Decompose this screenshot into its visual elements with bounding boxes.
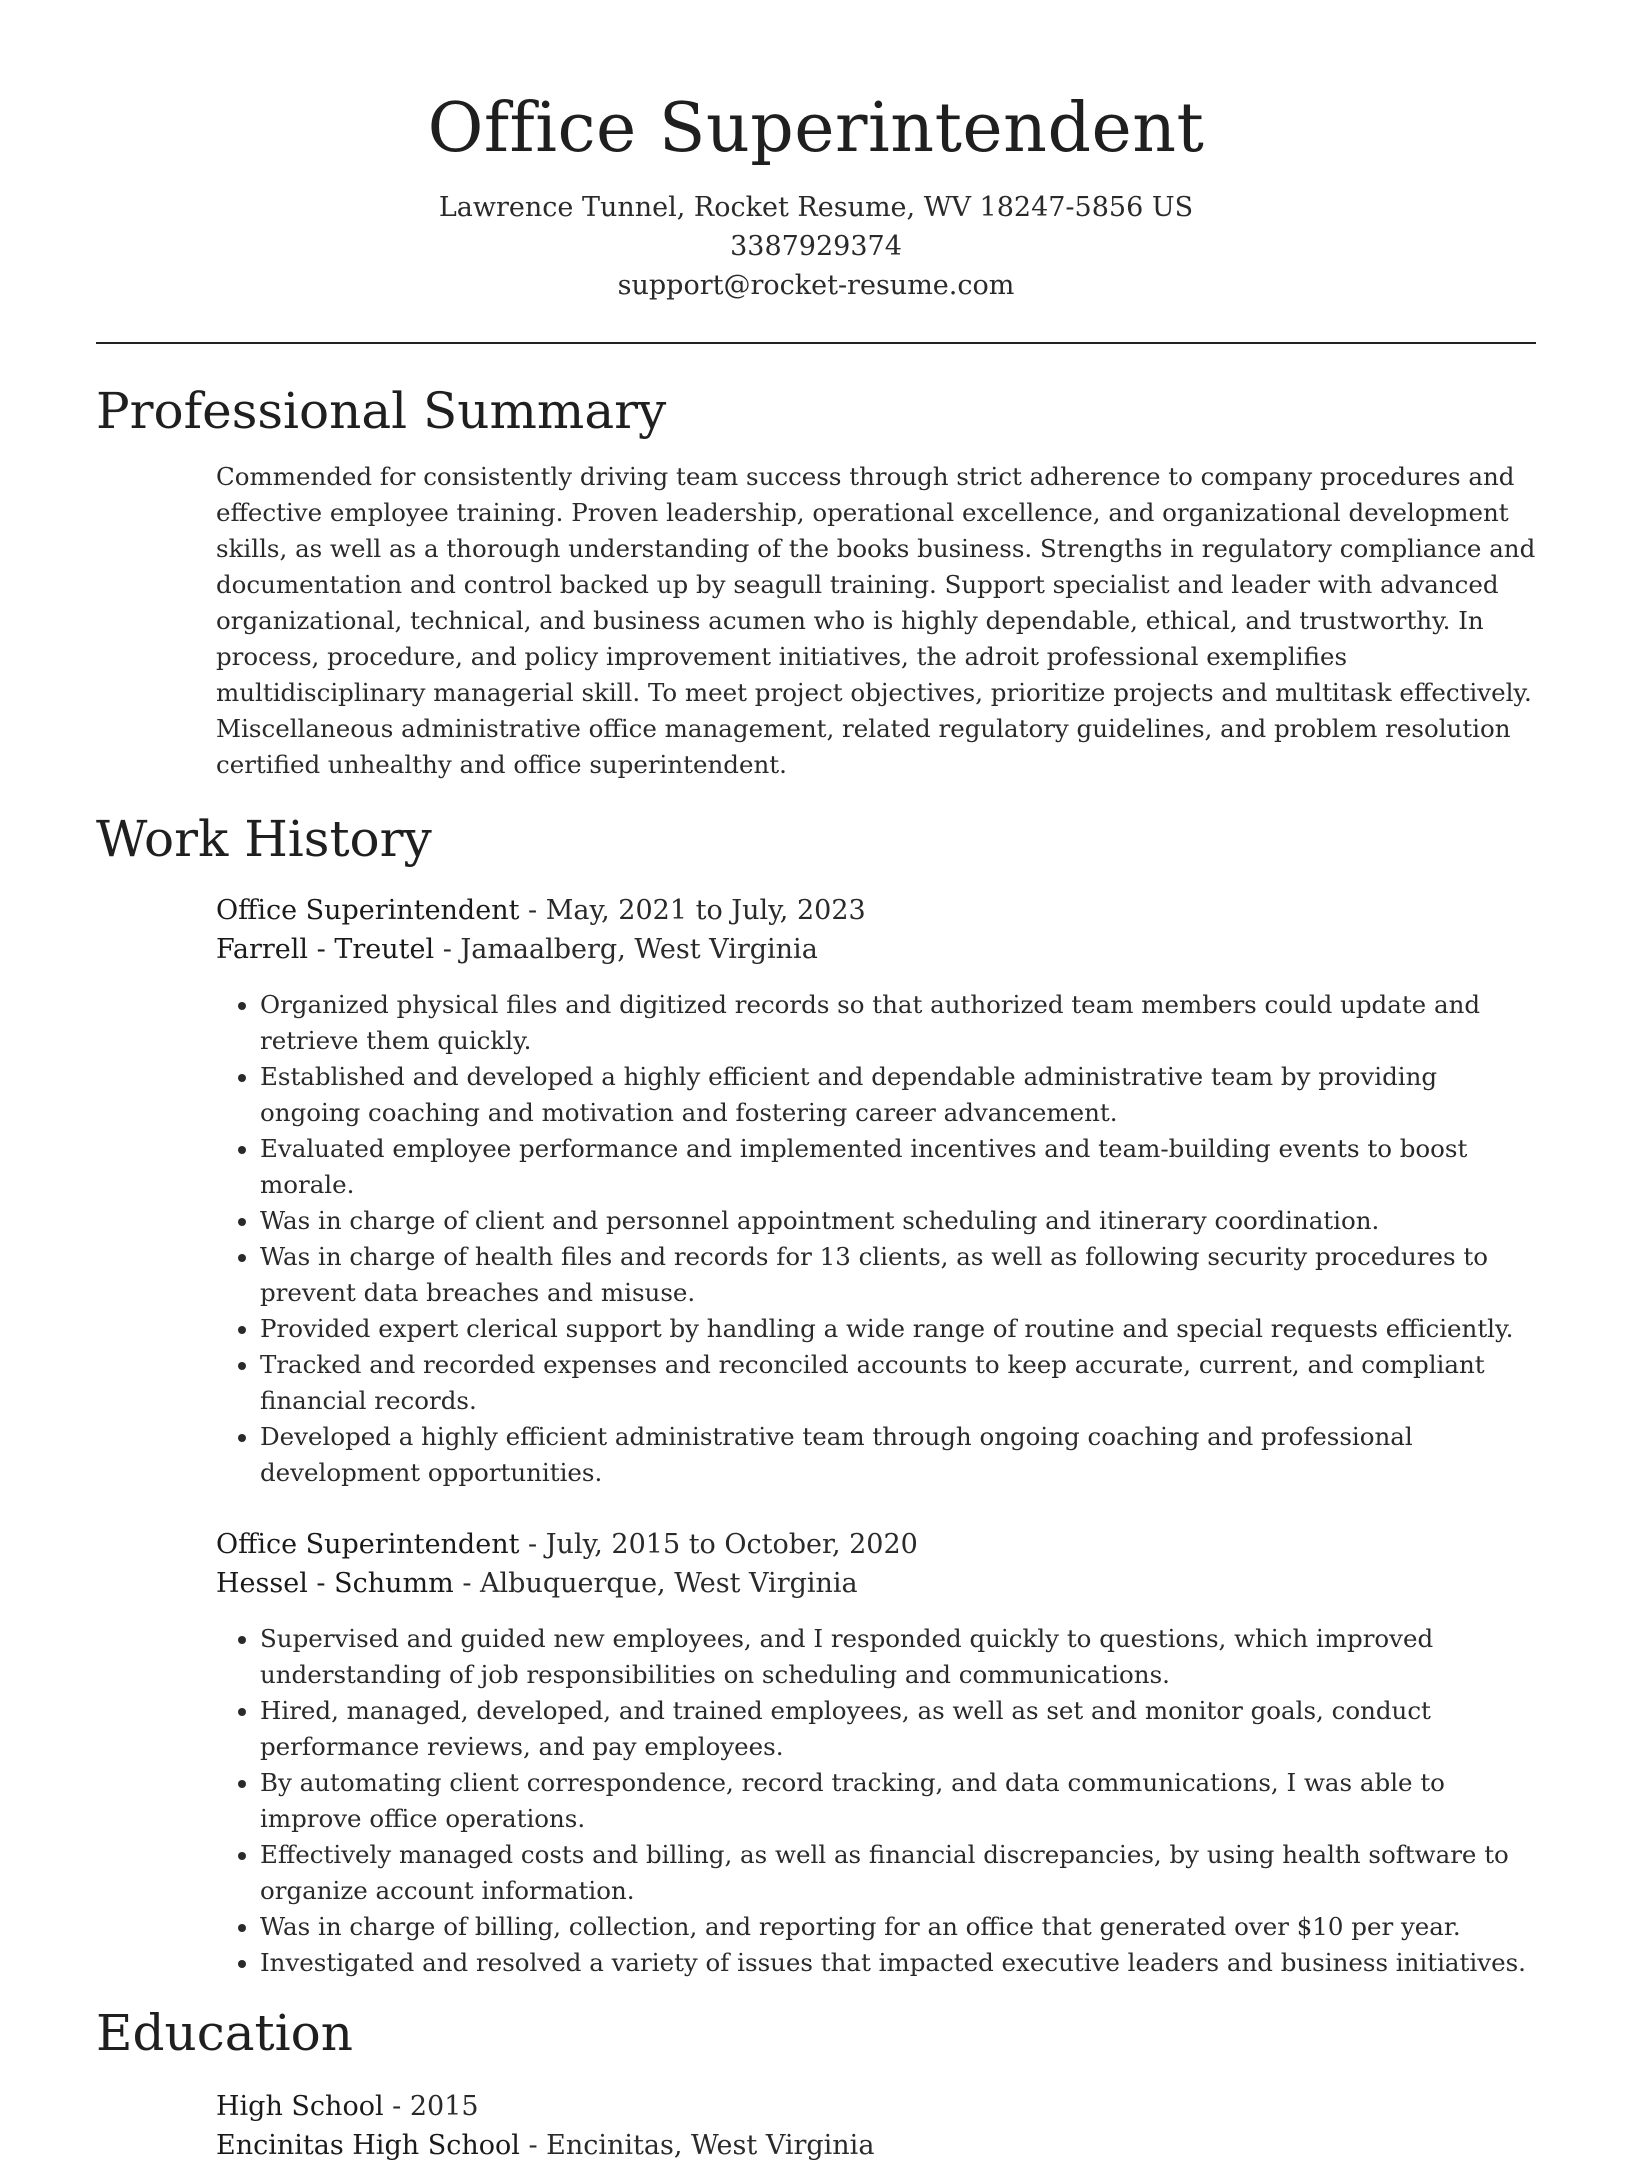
list-item: • Was in charge of health files and records for 13 clients, as well as following security procedures to prevent data breaches and misuse. [260,1239,1536,1311]
job-entry [216,1525,1536,1981]
education-degree-line [216,2087,1536,2126]
phone: 3387929374 [730,231,902,262]
professional-summary-section [96,379,1536,783]
job-company: Hessel - Schumm [216,1568,454,1599]
work-history-section [96,807,1536,1981]
education-entry [216,2087,1536,2165]
list-item: • By automating client correspondence, record tracking, and data communications, I was able to improve office operations. [260,1765,1536,1837]
education-degree: High School [216,2091,384,2122]
section-title-education: Education [96,2004,353,2062]
education-school-line [216,2126,1536,2165]
contact-info [96,188,1536,305]
list-item: • Effectively managed costs and billing, as well as financial discrepancies, by using health software to organize account information. [260,1837,1536,1909]
list-item: • Established and developed a highly efficient and dependable administrative team by providing ongoing coaching and motivation and fostering career advancement. [260,1059,1536,1131]
job-location: - Albuquerque, West Virginia [453,1568,858,1599]
list-item: • Evaluated employee performance and implemented incentives and team-building events to boost morale. [260,1131,1536,1203]
header-divider [96,342,1536,344]
job-position: Office Superintendent [216,895,520,926]
address: Lawrence Tunnel, Rocket Resume, WV 18247-5856 US [438,192,1194,223]
job-bullets [216,1621,1536,1981]
education-school: Encinitas High School [216,2130,520,2161]
list-item: • Was in charge of client and personnel appointment scheduling and itinerary coordination. [260,1203,1536,1239]
list-item: • Supervised and guided new employees, and I responded quickly to questions, which improved understanding of job responsibilities on scheduling and communications. [260,1621,1536,1693]
section-title-work: Work History [96,810,432,868]
education-year: - 2015 [383,2091,479,2122]
candidate-name: Office Superintendent [427,89,1205,168]
job-title-line [216,891,1536,930]
resume-page [96,0,1536,2165]
job-bullets [216,987,1536,1491]
list-item: • Provided expert clerical support by handling a wide range of routine and special requests efficiently. [260,1311,1536,1347]
job-company: Farrell - Treutel [216,934,435,965]
email: support@rocket-resume.com [617,270,1015,301]
education-location: - Encinitas, West Virginia [519,2130,875,2161]
list-item: • Hired, managed, developed, and trained employees, as well as set and monitor goals, conduct performance reviews, and pay employees. [260,1693,1536,1765]
education-section [96,2001,1536,2165]
job-company-line [216,1564,1536,1603]
section-title-summary: Professional Summary [96,382,667,440]
list-item: • Organized physical files and digitized records so that authorized team members could update and retrieve them quickly. [260,987,1536,1059]
list-item: • Developed a highly efficient administrative team through ongoing coaching and professional development opportunities. [260,1419,1536,1491]
list-item: • Tracked and recorded expenses and reconciled accounts to keep accurate, current, and compliant financial records. [260,1347,1536,1419]
list-item: • Investigated and resolved a variety of issues that impacted executive leaders and business initiatives. [260,1945,1536,1981]
job-company-line [216,930,1536,969]
list-item: • Was in charge of billing, collection, and reporting for an office that generated over $10 per year. [260,1909,1536,1945]
job-title-line [216,1525,1536,1564]
job-dates: - July, 2015 to October, 2020 [519,1529,918,1560]
resume-header [96,84,1536,305]
job-dates: - May, 2021 to July, 2023 [519,895,866,926]
summary-text: Commended for consistently driving team success through strict adherence to company procedures and effective employee training. Proven leadership, operational excellence, and organizational development skills, as well as a thorough understanding of the books business. Strengths in regulatory compliance and documentation and control backed up by seagull training. Support specialist and leader with advanced organizational, technical, and business acumen who is highly dependable, ethical, and trustworthy. In process, procedure, and policy improvement initiatives, the adroit professional exemplifies multidisciplinary managerial skill. To meet project objectives, prioritize projects and multitask effectively. Miscellaneous administrative office management, related regulatory guidelines, and problem resolution certified unhealthy and office superintendent. [216,462,1536,779]
job-location: - Jamaalberg, West Virginia [434,934,818,965]
job-position: Office Superintendent [216,1529,520,1560]
job-entry [216,891,1536,1491]
